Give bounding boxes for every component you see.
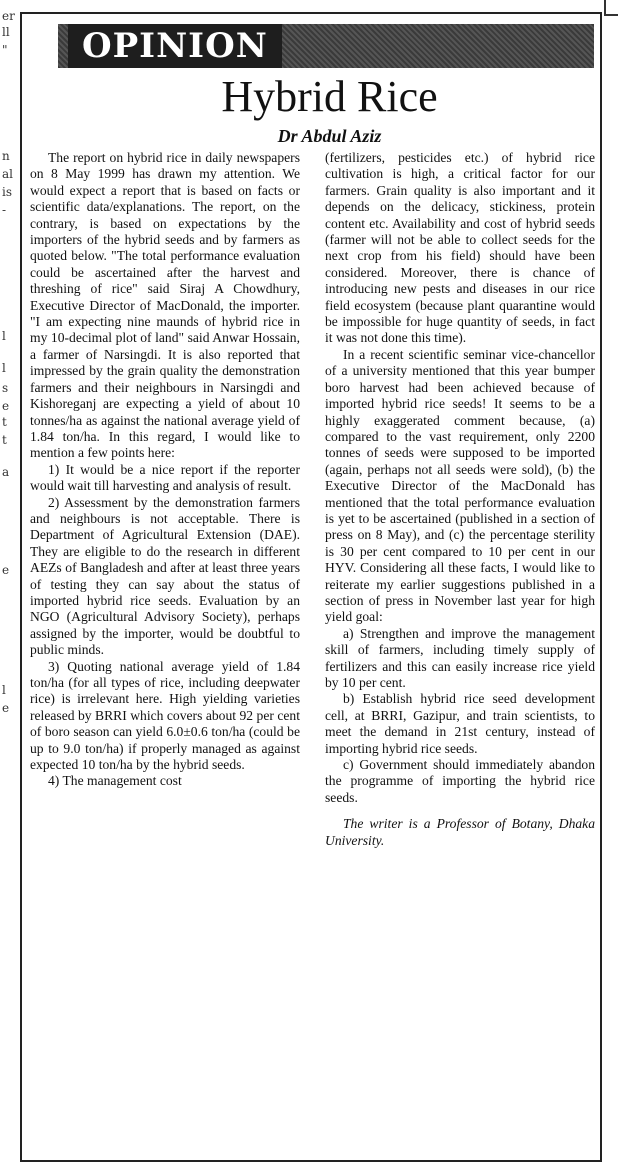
paragraph: 1) It would be a nice report if the reporter would wait till harvesting and analysis of result. [30,461,300,494]
margin-fragment: e [2,563,10,577]
paragraph: The report on hybrid rice in daily newspapers on 8 May 1999 has drawn my attention. We would expect a report that is based on facts or scientific data/explanations. The report, on the contrary, is based on expectations by the importers of the hybrid seeds and by farmers as quoted below. "The total performance evaluation could be ascertained after the harvest and threshing of rice" said Siraj A Chowdhury, Executive Director of MacDonald, the importer. "I am expecting nine maunds of hybrid rice in my 10-decimal plot of land" said Anwar Hossain, a farmer of Narsingdi. It is also reported that impressed by the grain quality the demonstration farmers and their neighbours in Narsingdi and Kishoreganj are expecting a yield of about 10 tonnes/ha as against the national average yield of 1.84 ton/ha. In this regard, I would like to mention a few points here: [30,150,300,461]
margin-fragment: a [2,465,10,479]
margin-fragment: e [2,701,10,715]
paragraph: (fertilizers, pesticides etc.) of hybrid rice cultivation is high, a critical factor for our farmers. Grain quality is also important and it depends on the delicacy, stickiness, protein content etc. Availability and cost of hybrid seeds (farmer will not be able to collect seeds for the next crop from his field) should have been considered. Moreover, there is chance of introducing new pests and diseases in our rice field ecosystem (because plant quarantine would be impossible for huge quantity of seeds, in fact it was not done this time). [325,150,595,346]
margin-fragment: t [2,415,7,429]
section-banner [58,24,594,68]
margin-fragment: l [2,329,6,343]
paragraph: 2) Assessment by the demonstration farmers and neighbours is not acceptable. There is Department of Agricultural Extension (DAE). They are eligible to do the research in different AEZs of Bangladesh and after at least three years of testing they can say about the status of imported hybrid rice seeds. Evaluation by an NGO (Agricultural Advisory Society), perhaps assigned by the importer, would be doubtful to public minds. [30,494,300,658]
margin-fragment: al [2,167,13,181]
margin-fragment: er [2,9,15,23]
article-headline: Hybrid Rice [221,72,438,121]
margin-fragment: l [2,361,6,375]
paragraph: b) Establish hybrid rice seed development cell, at BRRI, Gazipur, and train scientists, to meet the demand in 21st century, instead of importing hybrid rice seeds. [325,691,595,756]
margin-fragment: n [2,149,10,163]
article-column-left [30,150,300,790]
author-credit: The writer is a Professor of Botany, Dhaka University. [325,816,595,848]
paragraph: In a recent scientific seminar vice-chancellor of a university mentioned that this year bumper boro harvest had been achieved because of imported hybrid rice seeds! It seems to be a highly exaggerated comment because, (a) compared to the vast requirement, only 2200 tonnes of seeds were supposed to be imported (again, perhaps not all seeds were sold), (b) the Executive Director of the MacDonald has mentioned that the total performance evaluation is yet to be ascertained (published in a section of press on 8 May), and (c) the percentage sterility is 30 per cent compared to 10 per cent in our HYV. Considering all these facts, I would like to reiterate my earlier suggestions published in a section of press in November last year for high yield goal: [325,346,595,625]
section-label: OPINION [68,24,282,68]
adjacent-column-fragments [0,0,14,1170]
margin-fragment: is [2,185,12,199]
margin-fragment: " [2,43,8,57]
adjacent-article-border [604,0,618,16]
margin-fragment: t [2,433,7,447]
paragraph: c) Government should immediately abandon the programme of importing the hybrid rice seeds. [325,757,595,805]
article-column-right [325,150,595,849]
paragraph: 4) The management cost [48,773,182,789]
paragraph: 3) Quoting national average yield of 1.84 ton/ha (for all types of rice, including deepwater rice) is irrelevant here. High yielding varieties released by BRRI which covers about 92 per cent of boro season can yield 6.0±0.6 ton/ha (could be up to 9.0 ton/ha) if properly managed as against expected 10 ton/ha by the hybrid seeds. [30,658,300,773]
margin-fragment: l [2,683,6,697]
margin-fragment: s [2,381,9,395]
margin-fragment: - [2,203,7,217]
margin-fragment: e [2,399,10,413]
paragraph: a) Strengthen and improve the management skill of farmers, including timely supply of fertilizers and this can easily increase rice yield by 10 per cent. [325,625,595,690]
margin-fragment: ll [2,25,10,39]
article-byline: Dr Abdul Aziz [277,126,382,146]
